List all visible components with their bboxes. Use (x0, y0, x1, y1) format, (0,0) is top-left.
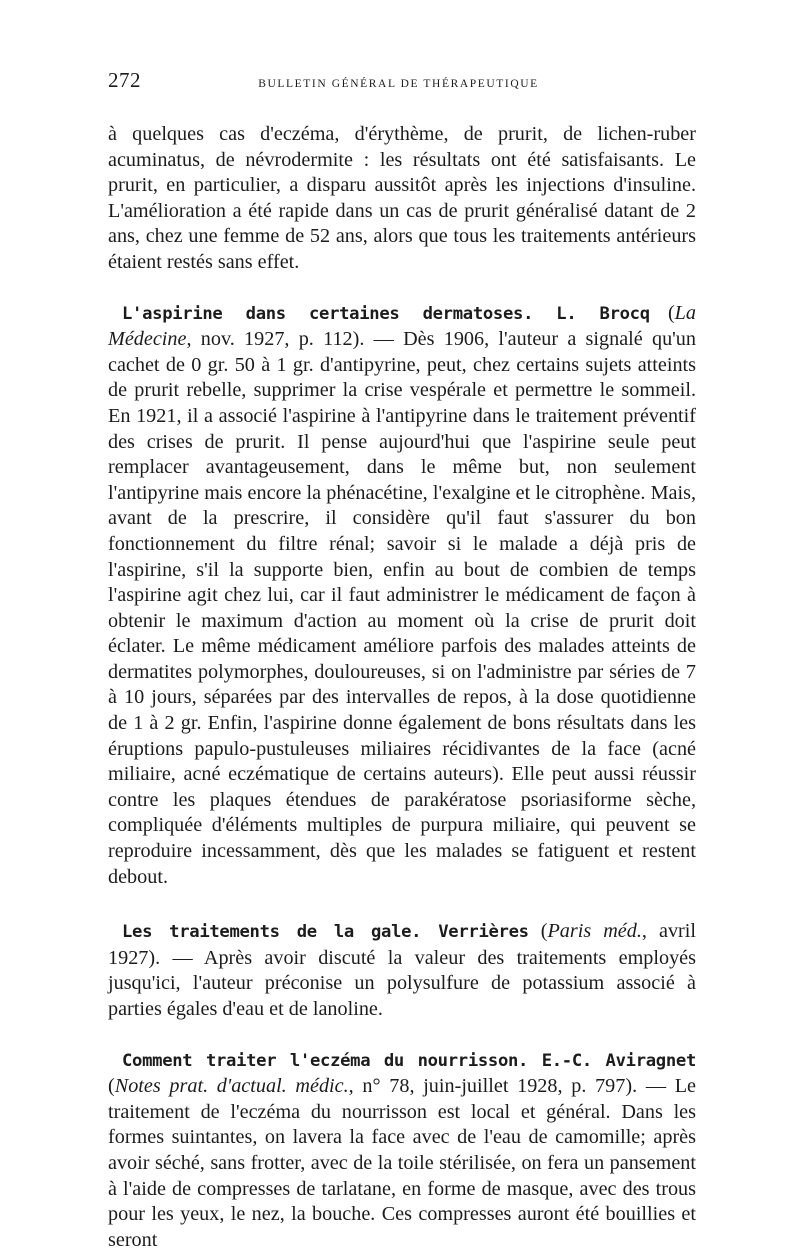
source-open: ( (649, 301, 675, 324)
article-citation: , avril 1927). (108, 920, 696, 969)
article-heading: Comment traiter l'eczéma du nourrisson. E.-C. Aviragnet (122, 1050, 696, 1071)
journal-page (108, 68, 696, 1253)
article-source: Notes prat. d'actual. médic. (114, 1075, 349, 1098)
source-open: ( (528, 920, 548, 943)
article-citation: , nov. 1927, p. 112). (186, 328, 365, 351)
page-header (108, 68, 696, 94)
continued-paragraph: à quelques cas d'eczéma, d'érythème, de prurit, de lichen-ruber acuminatus, de névrodermite : les résultats ont été satisfaisants. Le prurit, en particulier, a disparu aussitôt après les injections d'insuline. L'amélioration a été rapide dans un cas de prurit généralisé datant de 2 ans, chez une femme de 52 ans, alors que tous les traitements antérieurs étaient restés sans effet. (108, 123, 696, 273)
page-number: 272 (108, 68, 141, 92)
article-heading: L'aspirine dans certaines dermatoses. L. Brocq (122, 303, 650, 324)
article-eczema (108, 1048, 696, 1253)
article-body: — Après avoir discuté la valeur des traitements employés jusqu'ici, l'auteur préconise un polysulfure de potassium associé à parties égales d'eau et de lanoline. (108, 946, 696, 1020)
article-body: — Le traitement de l'eczéma du nourrisson est local et général. Dans les formes suintantes, on lavera la face avec de l'eau de camomille; après avoir séché, sans frotter, avec de la toile stérilisée, on fera un pansement à l'aide de compresses de tarlatane, en forme de masque, avec des trous pour les yeux, le nez, la bouche. Ces compresses auront été bouillies et seront (108, 1075, 696, 1251)
article-heading: Les traitements de la gale. Verrières (122, 922, 529, 943)
article-citation: , n° 78, juin-juillet 1928, p. 797). (348, 1075, 638, 1098)
article-source: Paris méd. (547, 920, 642, 943)
source-open: ( (108, 1075, 115, 1098)
article-gale (108, 919, 696, 1022)
article-aspirine (108, 301, 696, 891)
running-head: BULLETIN GÉNÉRAL DE THÉRAPEUTIQUE (258, 78, 539, 90)
article-body: — Dès 1906, l'auteur a signalé qu'un cachet de 0 gr. 50 à 1 gr. d'antipyrine, peut, chez certains sujets atteints de prurit rebelle, supprimer la crise vespérale et permettre le sommeil. En 1921, il a associé l'aspirine à l'antipyrine dans le traitement préventif des crises de prurit. Il pense aujourd'hui que l'aspirine seule peut remplacer avantageusement, dans le même but, non seulement l'antipyrine mais encore la phénacétine, l'exalgine et le citrophène. Mais, avant de la prescrire, il considère qu'il faut s'assurer du bon fonctionnement du filtre rénal; savoir si le malade a déjà pris de l'aspirine, s'il la supporte bien, enfin au bout de combien de temps l'aspirine agit chez lui, car il faut administrer le médicament de façon à obtenir le maximum d'action au moment où la crise de prurit doit éclater. Le même médicament améliore parfois des malades atteints de dermatites polymorphes, douloureuses, si on l'administre par séries de 7 à 10 jours, séparées par des intervalles de repos, à la dose quotidienne de 1 à 2 gr. Enfin, l'aspirine donne également de bons résultats dans les éruptions papulo-pustuleuses miliaires récidivantes de la face (acné miliaire, acné eczématique de certains auteurs). Elle peut aussi réussir contre les plaques étendues de parakératose psoriasiforme sèche, compliquée d'éléments multiples de purpura miliaire, qui peuvent se reproduire incessamment, dès que les malades se fatiguent et restent debout. (108, 328, 696, 888)
article-source: La Médecine (108, 301, 696, 351)
